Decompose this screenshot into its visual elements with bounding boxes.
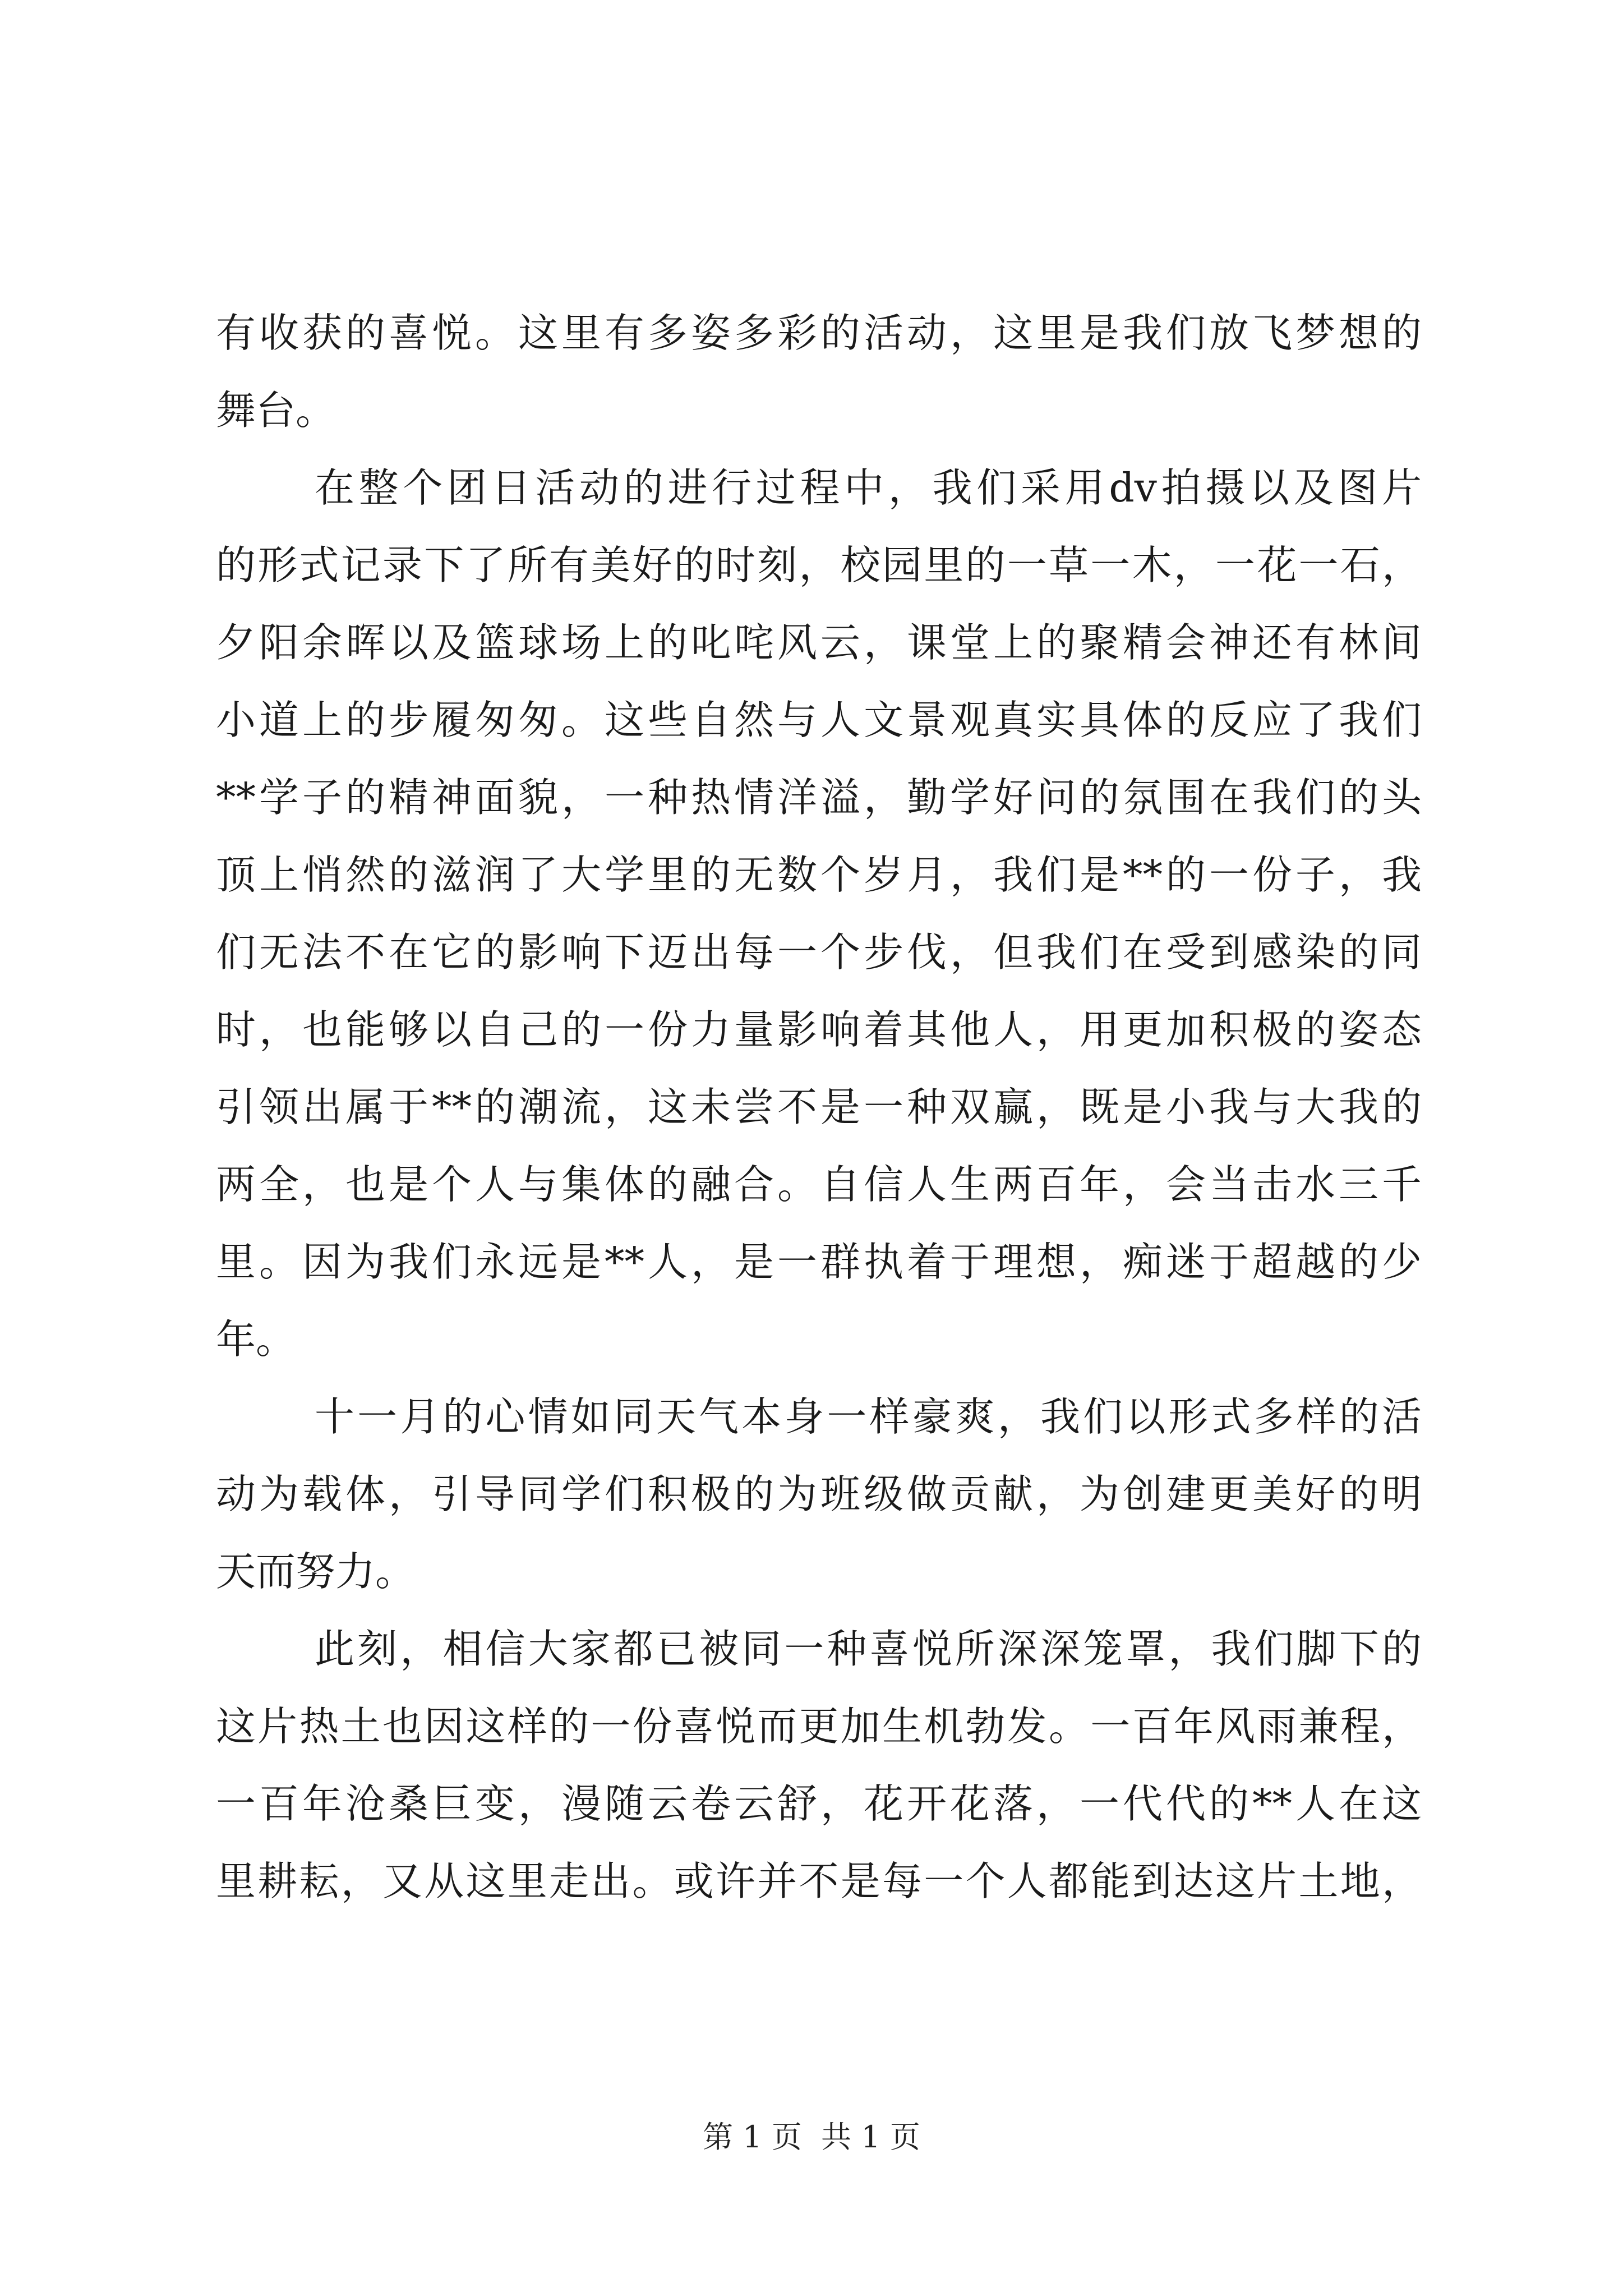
text-line-18: 此刻，相信大家都已被同一种喜悦所深深笼罩，我们脚下的 (315, 1626, 1422, 1672)
text-line-3: 在整个团日活动的进行过程中，我们采用dv拍摄以及图片 (315, 464, 1422, 511)
body-text (216, 295, 1422, 1920)
text-line-9: 们无法不在它的影响下迈出每一个步伐，但我们在受到感染的同 (216, 929, 1422, 976)
text-line-10: 时，也能够以自己的一份力量影响着其他人，用更加积极的姿态 (216, 1006, 1422, 1053)
text-line-6: 小道上的步履匆匆。这些自然与人文景观真实具体的反应了我们 (216, 697, 1422, 743)
text-line-2: 舞台。 (216, 387, 336, 434)
text-line-16: 动为载体，引导同学们积极的为班级做贡献，为创建更美好的明 (216, 1471, 1422, 1517)
text-line-21: 里耕耘，又从这里走出。或许并不是每一个人都能到达这片土地， (216, 1858, 1422, 1904)
text-line-12: 两全，也是个人与集体的融合。自信人生两百年，会当击水三千 (216, 1161, 1422, 1208)
text-line-17: 天而努力。 (216, 1548, 416, 1595)
text-line-5: 夕阳余晖以及篮球场上的叱咤风云，课堂上的聚精会神还有林间 (216, 619, 1422, 666)
text-line-13: 里。因为我们永远是**人，是一群执着于理想，痴迷于超越的少 (216, 1239, 1422, 1285)
page-footer: 第 1 页 共 1 页 (703, 2119, 920, 2155)
text-line-15: 十一月的心情如同天气本身一样豪爽，我们以形式多样的活 (315, 1393, 1422, 1440)
text-line-11: 引领出属于**的潮流，这未尝不是一种双赢，既是小我与大我的 (216, 1084, 1422, 1130)
text-line-20: 一百年沧桑巨变，漫随云卷云舒，花开花落，一代代的**人在这 (216, 1780, 1422, 1827)
text-line-14: 年。 (216, 1316, 296, 1363)
text-line-4: 的形式记录下了所有美好的时刻，校园里的一草一木，一花一石， (216, 542, 1422, 588)
text-line-1: 有收获的喜悦。这里有多姿多彩的活动，这里是我们放飞梦想的 (216, 310, 1422, 356)
text-line-7: **学子的精神面貌，一种热情洋溢，勤学好问的氛围在我们的头 (216, 774, 1422, 821)
text-line-8: 顶上悄然的滋润了大学里的无数个岁月，我们是**的一份子，我 (216, 852, 1422, 898)
text-line-19: 这片热土也因这样的一份喜悦而更加生机勃发。一百年风雨兼程， (216, 1703, 1422, 1750)
